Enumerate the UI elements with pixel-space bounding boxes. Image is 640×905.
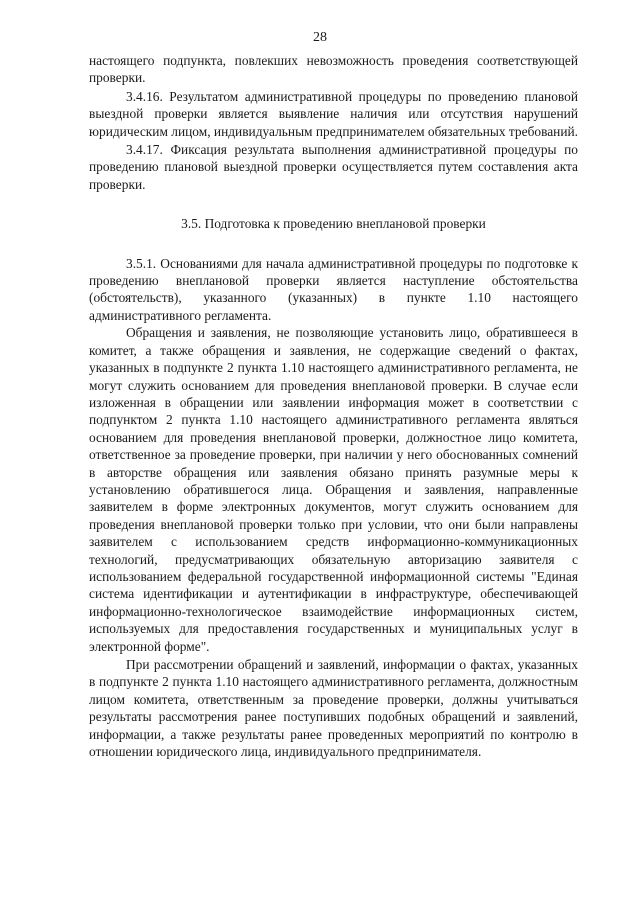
paragraph-continuation: настоящего подпункта, повлекших невозможность проведения соответствующей проверки.: [89, 53, 578, 86]
paragraph-3-4-16: 3.4.16. Результатом административной процедуры по проведению плановой выездной проверки является выявление наличия или отсутствия нарушений юридическим лицом, индивидуальным предпринимателем обязательных требований.: [89, 88, 579, 139]
page-number: 28: [313, 30, 327, 45]
section-heading-3-5: 3.5. Подготовка к проведению внеплановой проверки: [181, 216, 486, 232]
paragraph-review: При рассмотрении обращений и заявлений, информации о фактах, указанных в подпункте 2 пункта 1.10 настоящего административного регламента, должностным лицом комитета, ответственным за проведение проверки, должны учитываться результаты рассмотрения ранее поступивших подобных обращений и заявлений, информации, а также результаты ранее проведенных мероприятий по контролю в отношении юридического лица, индивидуального предпринимателя.: [89, 657, 578, 760]
paragraph-3-4-17: 3.4.17. Фиксация результата выполнения административной процедуры по проведению плановой выездной проверки осуществляется путем составления акта проверки.: [89, 142, 578, 192]
paragraph-3-5-1: 3.5.1. Основаниями для начала административной процедуры по подготовке к проведению внеплановой проверки является наступление обстоятельства (обстоятельств), указанного (указанных) в пункте 1.10 настоящего административного регламента.: [89, 255, 578, 323]
document-body: [89, 52, 578, 760]
paragraph-appeals: Обращения и заявления, не позволяющие установить лицо, обратившееся в комитет, а также обращения и заявления, не содержащие сведений о фактах, указанных в подпункте 2 пункта 1.10 настоящего административного регламента, не могут служить основанием для проведения внеплановой проверки. В случае если изложенная в обращении или заявлении информация может в соответствии с подпунктом 2 пункта 1.10 настоящего административного регламента являться основанием для проведения внеплановой проверки, должностное лицо комитета, ответственное за проведение проверки, при наличии у него обоснованных сомнений в авторстве обращения или заявления обязано принять разумные меры к установлению обратившегося лица. Обращения и заявления, направленные заявителем в форме электронных документов, могут служить основанием для проведения внеплановой проверки только при условии, что они были направлены заявителем с использованием средств информационно-коммуникационных технологий, предусматривающих обязательную авторизацию заявителя с использованием федеральной государственной информационной системы "Единая система идентификации и аутентификации в инфраструктуре, обеспечивающей информационно-технологическое взаимодействие информационных систем, используемых для предоставления государственных и муниципальных услуг в электронной форме".: [89, 325, 578, 654]
